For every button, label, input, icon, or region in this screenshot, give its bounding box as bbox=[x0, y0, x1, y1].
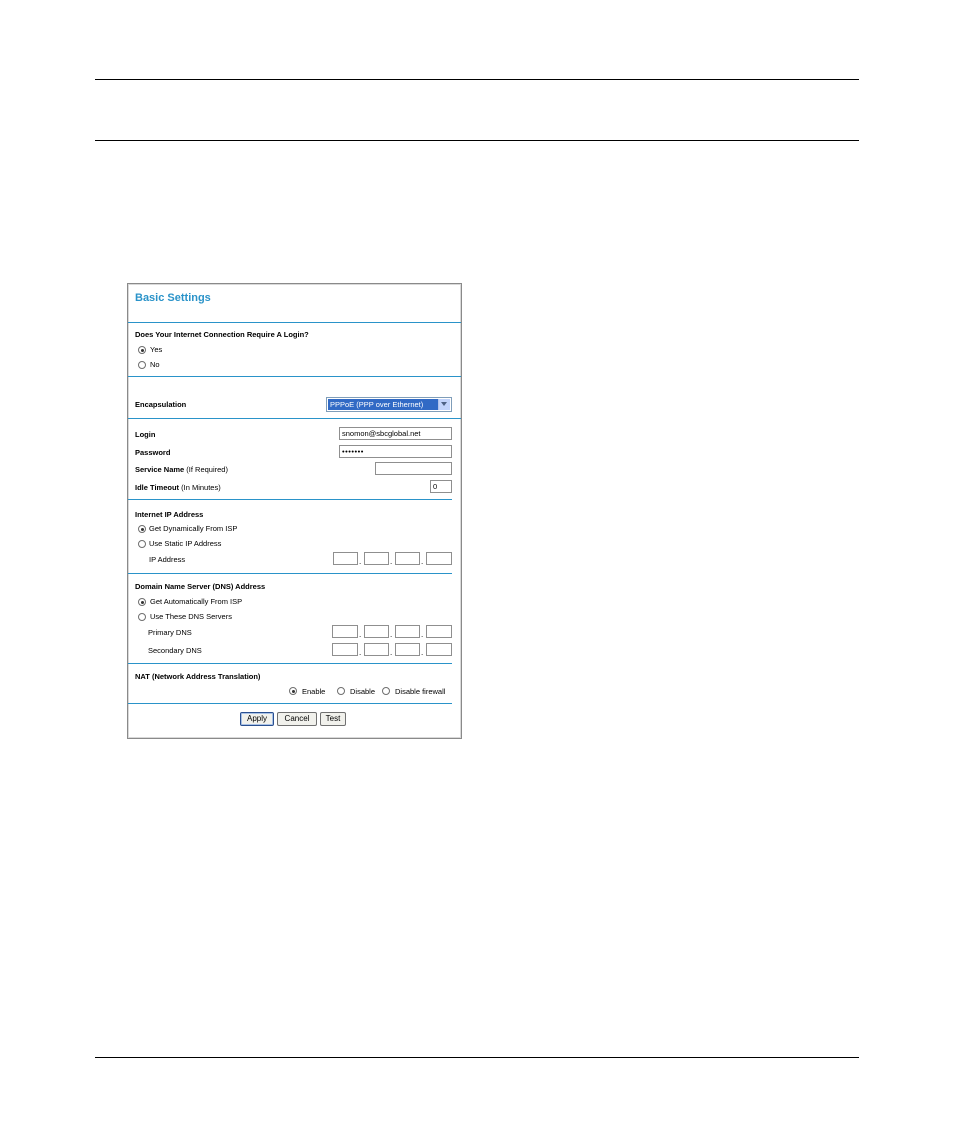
ip-dot: . bbox=[390, 557, 393, 566]
internet-ip-heading: Internet IP Address bbox=[135, 510, 204, 519]
primary-dns-label: Primary DNS bbox=[148, 628, 192, 637]
page-bottom-rule bbox=[95, 1057, 859, 1058]
section-separator bbox=[128, 499, 452, 500]
dns-manual-label: Use These DNS Servers bbox=[150, 612, 232, 621]
section-separator bbox=[128, 663, 452, 664]
service-name-label-note: (If Required) bbox=[184, 465, 228, 474]
nat-heading: NAT (Network Address Translation) bbox=[135, 672, 261, 681]
ip-static-label: Use Static IP Address bbox=[149, 539, 222, 548]
ip-octet-4[interactable] bbox=[426, 552, 452, 565]
nat-disable-firewall-radio[interactable] bbox=[382, 687, 390, 695]
ip-octet-3[interactable] bbox=[395, 552, 420, 565]
nat-disable-label: Disable bbox=[350, 687, 376, 696]
nat-enable-label: Enable bbox=[302, 687, 326, 696]
idle-timeout-label-note: (In Minutes) bbox=[179, 483, 221, 492]
login-question: Does Your Internet Connection Require A Login? bbox=[135, 330, 309, 339]
nat-disable-firewall-label: Disable firewall bbox=[395, 687, 446, 696]
service-name-field[interactable] bbox=[375, 462, 452, 475]
idle-timeout-field[interactable]: 0 bbox=[430, 480, 452, 493]
ip-dot: . bbox=[421, 557, 424, 566]
panel-title: Basic Settings bbox=[135, 292, 211, 304]
password-label: Password bbox=[135, 448, 171, 457]
section-separator bbox=[128, 376, 461, 377]
service-name-label-bold: Service Name bbox=[135, 465, 185, 474]
secondary-dns-label: Secondary DNS bbox=[148, 646, 202, 655]
primary-dns-octet-4[interactable] bbox=[426, 625, 452, 638]
ip-dot: . bbox=[421, 630, 424, 639]
apply-button[interactable]: Apply bbox=[240, 712, 274, 726]
primary-dns-octet-1[interactable] bbox=[332, 625, 358, 638]
ip-dot: . bbox=[390, 648, 393, 657]
login-no-radio[interactable] bbox=[138, 361, 146, 369]
encapsulation-select[interactable] bbox=[326, 397, 452, 412]
ip-dot: . bbox=[359, 648, 362, 657]
login-no-label: No bbox=[150, 360, 160, 369]
login-yes-label: Yes bbox=[150, 345, 163, 354]
secondary-dns-octet-4[interactable] bbox=[426, 643, 452, 656]
title-separator bbox=[128, 322, 461, 323]
basic-settings-panel bbox=[127, 283, 462, 739]
encapsulation-value: PPPoE (PPP over Ethernet) bbox=[328, 399, 438, 410]
secondary-dns-octet-2[interactable] bbox=[364, 643, 389, 656]
ip-octet-1[interactable] bbox=[333, 552, 358, 565]
ip-dot: . bbox=[421, 648, 424, 657]
section-separator bbox=[128, 703, 452, 704]
secondary-dns-octet-1[interactable] bbox=[332, 643, 358, 656]
encapsulation-label: Encapsulation bbox=[135, 400, 187, 409]
ip-dot: . bbox=[390, 630, 393, 639]
ip-address-label: IP Address bbox=[149, 555, 186, 564]
nat-enable-radio[interactable] bbox=[289, 687, 297, 695]
secondary-dns-octet-3[interactable] bbox=[395, 643, 420, 656]
ip-static-radio[interactable] bbox=[138, 540, 146, 548]
dns-auto-radio[interactable] bbox=[138, 598, 146, 606]
page-second-rule bbox=[95, 140, 859, 141]
primary-dns-octet-3[interactable] bbox=[395, 625, 420, 638]
primary-dns-octet-2[interactable] bbox=[364, 625, 389, 638]
password-field[interactable]: ••••••• bbox=[339, 445, 452, 458]
ip-dot: . bbox=[359, 557, 362, 566]
page-top-rule bbox=[95, 79, 859, 80]
dns-heading: Domain Name Server (DNS) Address bbox=[135, 582, 266, 591]
service-name-label bbox=[135, 465, 228, 475]
dns-auto-label: Get Automatically From ISP bbox=[150, 597, 243, 606]
login-field[interactable]: snomon@sbcglobal.net bbox=[339, 427, 452, 440]
test-button[interactable]: Test bbox=[320, 712, 346, 726]
idle-timeout-label-bold: Idle Timeout bbox=[135, 483, 180, 492]
ip-dynamic-radio[interactable] bbox=[138, 525, 146, 533]
section-separator bbox=[128, 573, 452, 574]
chevron-down-icon[interactable] bbox=[438, 399, 450, 410]
dns-manual-radio[interactable] bbox=[138, 613, 146, 621]
section-separator bbox=[128, 418, 461, 419]
idle-timeout-label bbox=[135, 483, 221, 493]
login-yes-radio[interactable] bbox=[138, 346, 146, 354]
ip-octet-2[interactable] bbox=[364, 552, 389, 565]
ip-dot: . bbox=[359, 630, 362, 639]
nat-disable-radio[interactable] bbox=[337, 687, 345, 695]
ip-dynamic-label: Get Dynamically From ISP bbox=[149, 524, 238, 533]
cancel-button[interactable]: Cancel bbox=[277, 712, 317, 726]
login-label: Login bbox=[135, 430, 156, 439]
